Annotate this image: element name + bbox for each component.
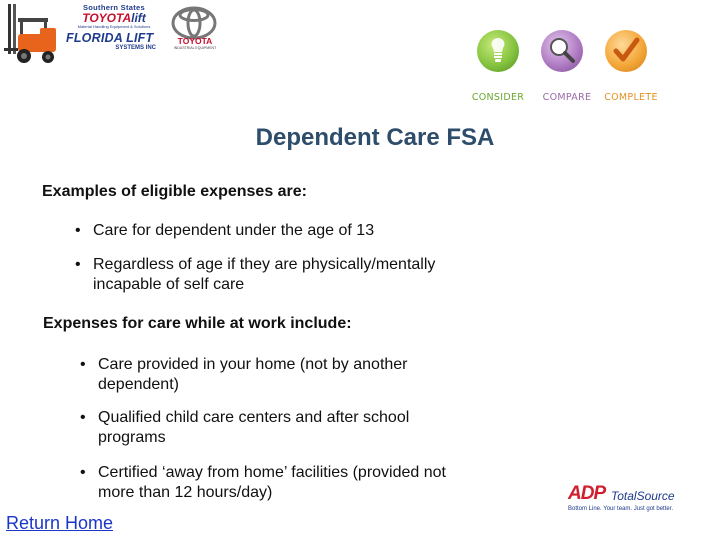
section-heading-eligible: Examples of eligible expenses are: [42,183,308,200]
forklift-icon [2,2,62,64]
ss-logo-sub: Material Handling Equipment & Solutions [77,24,151,29]
adp-totalsource-logo [566,482,690,518]
page-title: Dependent Care FSA [255,124,495,151]
list-item-text: Care for dependent under the age of 13 [93,222,375,239]
magnifier-icon [541,30,583,72]
list-item-text [98,408,409,448]
adp-tagline: Bottom Line. Your team. Just got better. [568,506,674,512]
list-item-line: Care provided in your home (not by another [98,356,408,373]
list-item [80,355,480,395]
list-item [80,463,510,503]
list-item-line: Certified ‘away from home’ facilities (provided not [98,464,446,481]
bullet-glyph: • [75,222,81,239]
list-item-line: Qualified child care centers and after school [98,409,410,426]
toyota-emblem-icon [171,6,217,40]
lightbulb-icon [477,30,519,72]
dealer-logo-area [0,0,225,66]
list-item [75,221,475,241]
list-item-line: Regardless of age if they are physically/mentally [93,256,436,273]
ss-logo-name-a: TOYOTA [82,11,132,25]
ti-logo-sub: INDUSTRIAL EQUIPMENT [173,46,217,50]
compare-stage [541,30,583,72]
section-heading-work: Expenses for care while at work include: [43,315,352,332]
bullet-glyph: • [80,409,86,426]
fl-logo-name: FLORIDA LIFT [66,31,154,45]
ss-logo-top: Southern States [82,3,145,12]
florida-lift-logo [66,32,164,62]
list-item [75,255,495,295]
adp-name: TotalSource [611,489,675,503]
list-item [80,408,480,448]
bullet-glyph: • [80,464,86,481]
ss-logo-name-b: lift [131,11,146,25]
list-item-line: more than 12 hours/day) [98,484,273,501]
list-item-text [98,463,446,503]
list-item-text [98,355,408,395]
adp-mark: ADP [568,483,606,504]
list-item-line: programs [98,429,166,446]
checkmark-icon [605,30,647,72]
southern-states-logo [66,4,162,30]
consider-label: CONSIDER [471,92,525,103]
complete-stage [605,30,647,72]
bullet-glyph: • [75,256,81,273]
list-item-line: incapable of self care [93,276,245,293]
fl-logo-sub: SYSTEMS INC [115,45,156,51]
ss-logo-name [66,12,162,24]
ti-logo-word: TOYOTA [177,36,213,46]
consider-stage [477,30,519,72]
compare-label: COMPARE [542,92,592,103]
bullet-glyph: • [80,356,86,373]
toyota-industrial-logo [167,36,223,58]
list-item-text [93,255,435,295]
return-home-link[interactable]: Return Home [6,513,114,533]
complete-label: COMPLETE [604,92,658,103]
list-item-line: dependent) [98,376,179,393]
